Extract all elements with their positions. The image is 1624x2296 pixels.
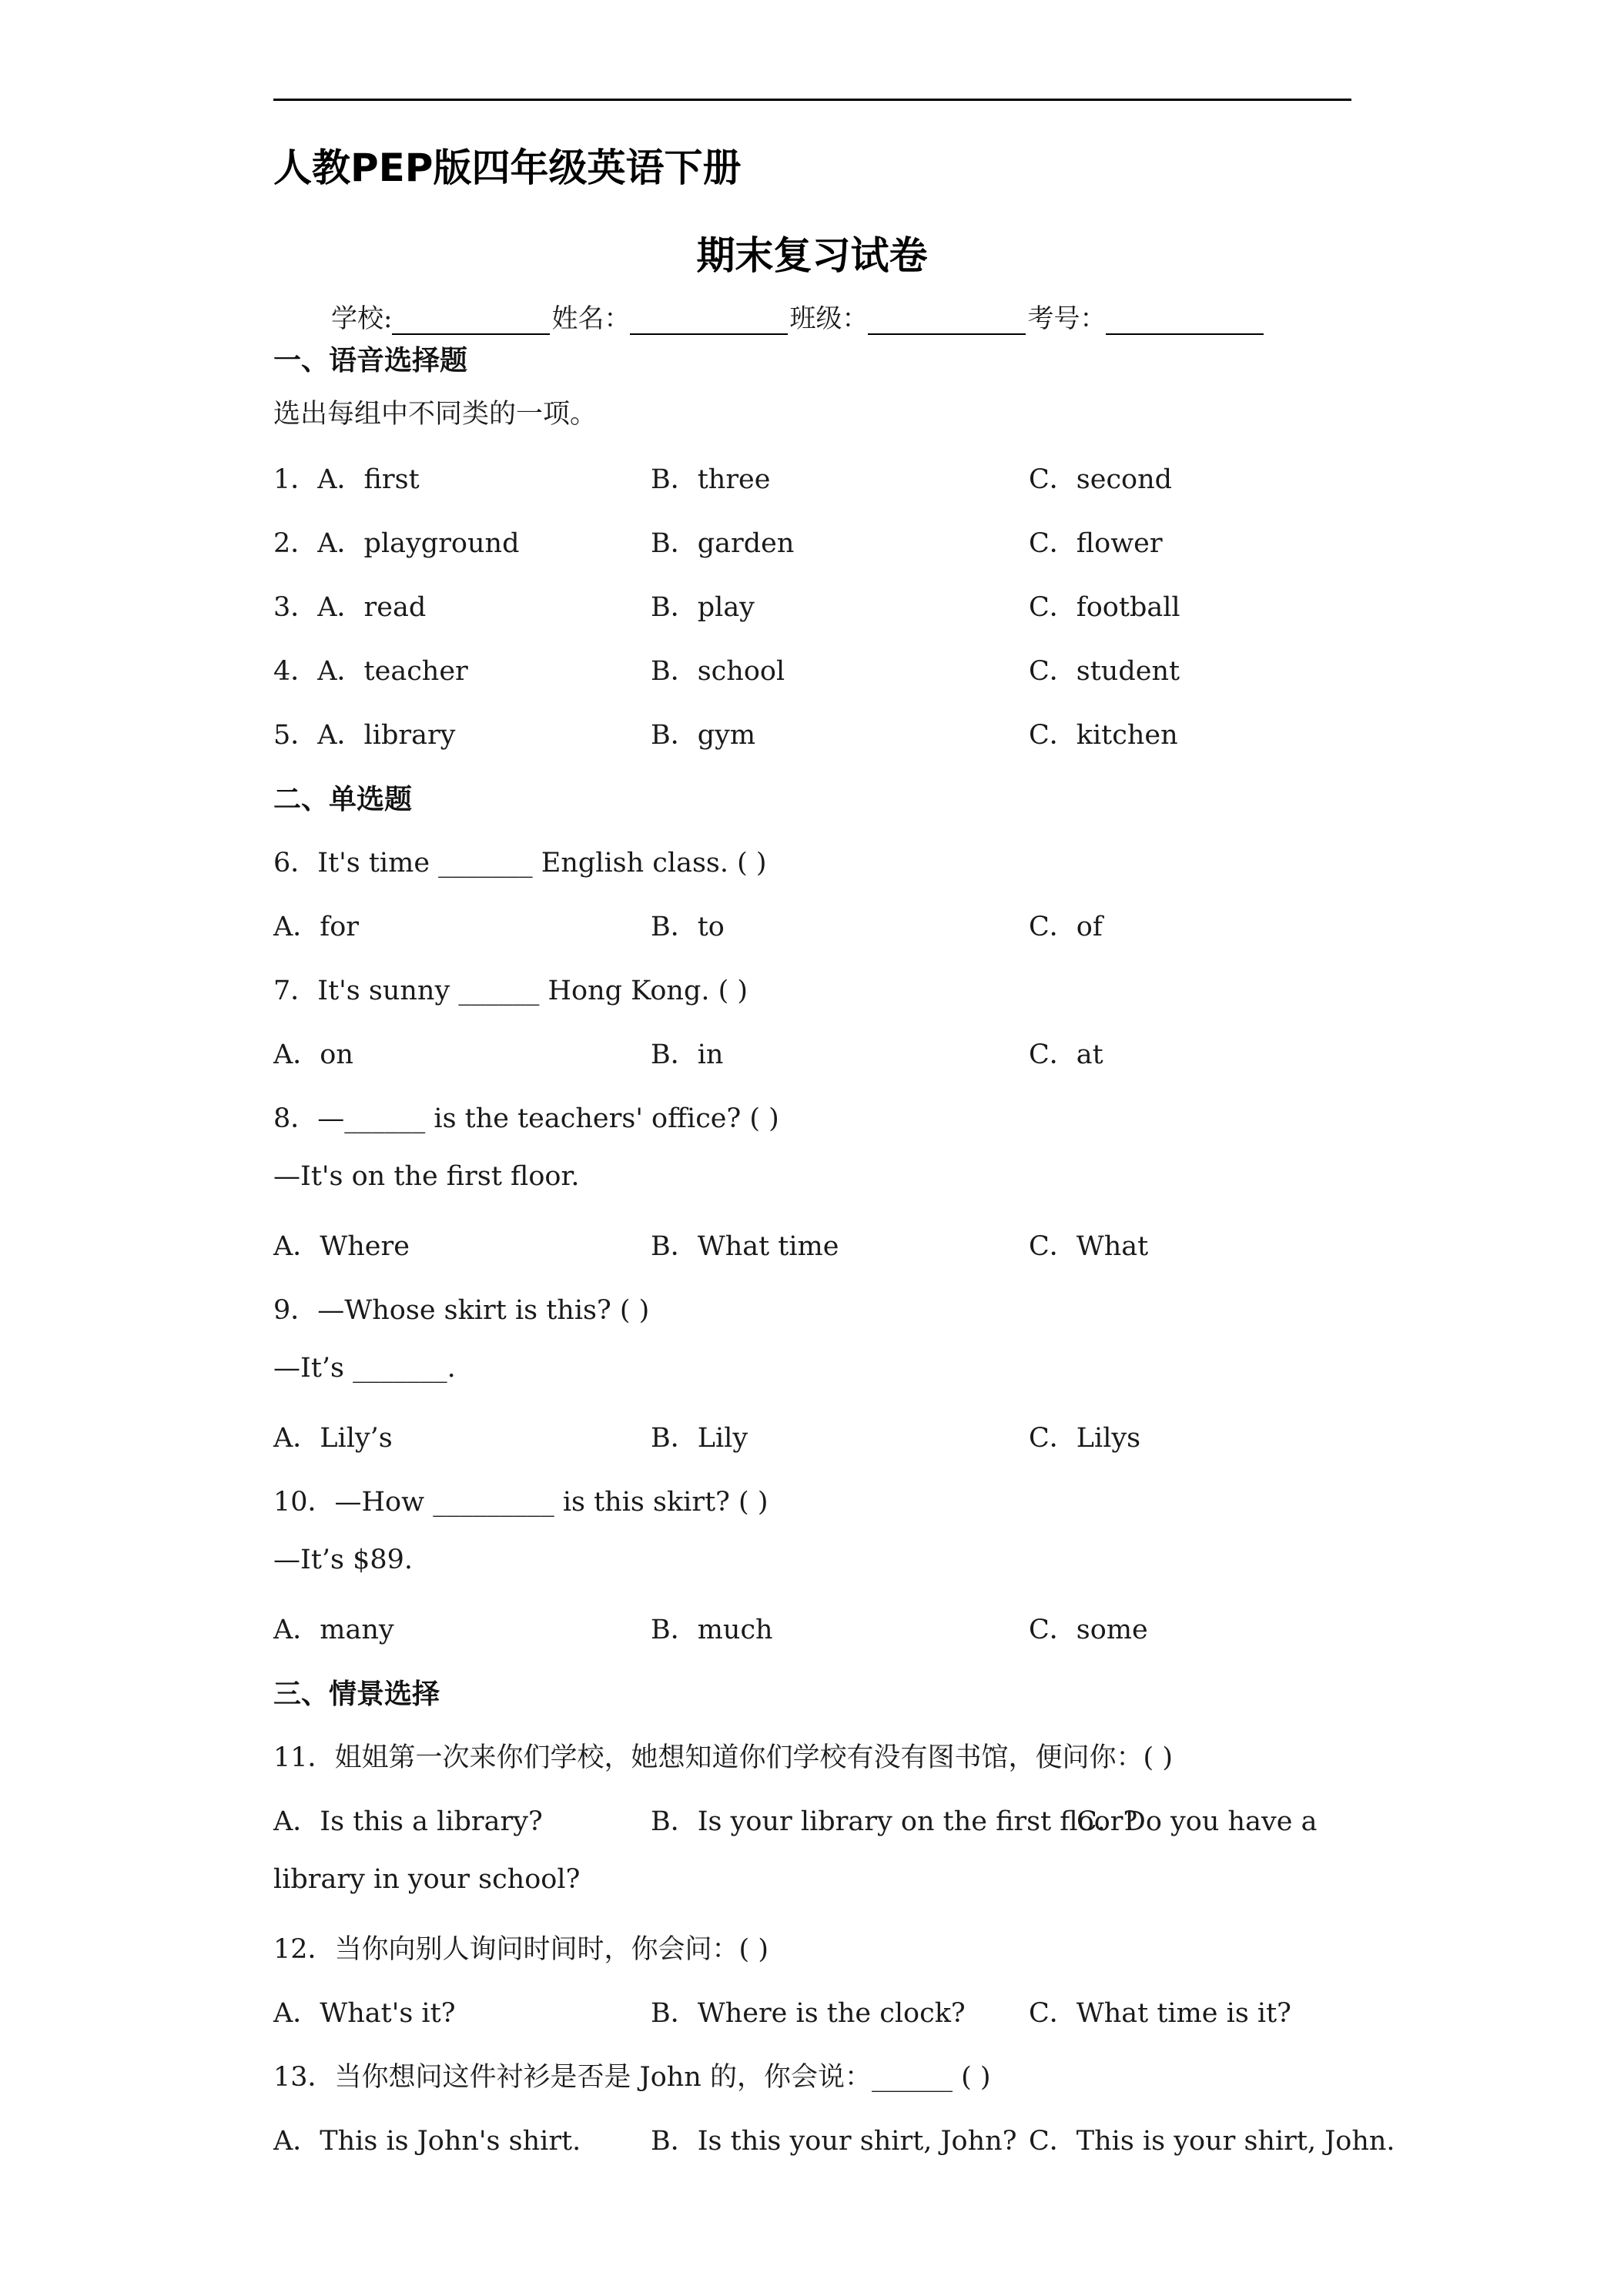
- question-number: 4．: [273, 656, 318, 687]
- question-3-option-c[interactable]: C．football: [1029, 592, 1180, 623]
- question-2-option-c[interactable]: C．flower: [1029, 528, 1163, 559]
- question-number: 1．: [273, 464, 318, 495]
- student-info-line: [331, 297, 1265, 335]
- school-blank[interactable]: [392, 306, 550, 335]
- question-9-stem: 9．—Whose skirt is this? ( ): [273, 1295, 650, 1326]
- question-number: 2．: [273, 528, 318, 559]
- question-9-option-c[interactable]: C．Lilys: [1029, 1423, 1141, 1454]
- class-blank[interactable]: [868, 306, 1026, 335]
- question-12-option-b[interactable]: B．Where is the clock?: [651, 1998, 966, 2029]
- document-title: 人教PEP版四年级英语下册: [273, 146, 742, 190]
- question-3-option-b[interactable]: B．play: [651, 592, 755, 623]
- section-instruction: 选出每组中不同类的一项。: [273, 399, 598, 430]
- section-heading-situational: 三、情景选择: [273, 1678, 440, 1710]
- question-11-option-b[interactable]: B．Is your library on the first floor?: [651, 1806, 1138, 1837]
- question-1-option-b[interactable]: B．three: [651, 464, 771, 495]
- name-label: 姓名：: [551, 303, 631, 334]
- question-6-option-c[interactable]: C．of: [1029, 912, 1103, 942]
- option-text: A．first: [317, 464, 420, 495]
- option-text: A．teacher: [317, 656, 468, 687]
- question-7-option-b[interactable]: B．in: [651, 1039, 724, 1070]
- question-6-option-a[interactable]: A．for: [273, 912, 360, 942]
- question-9-response: —It’s _______.: [273, 1353, 456, 1384]
- section-heading-phonics: 一、语音选择题: [273, 345, 468, 377]
- school-field: [331, 297, 551, 335]
- question-11-option-c-continuation[interactable]: library in your school?: [273, 1864, 581, 1895]
- document-subtitle: 期末复习试卷: [696, 233, 928, 278]
- question-13-stem: 13．当你想问这件衬衫是否是 John 的，你会说：______ ( ): [273, 2062, 991, 2093]
- exam-number-field: [1027, 297, 1265, 335]
- class-field: [789, 297, 1027, 335]
- question-10-option-b[interactable]: B．much: [651, 1615, 773, 1645]
- question-10-option-a[interactable]: A．many: [273, 1615, 394, 1645]
- question-4-option-a[interactable]: [273, 650, 468, 688]
- question-4-option-b[interactable]: B．school: [651, 656, 785, 687]
- question-7-option-a[interactable]: A．on: [273, 1039, 353, 1070]
- question-11-option-c[interactable]: C．Do you have a: [1077, 1806, 1318, 1837]
- question-5-option-b[interactable]: B．gym: [651, 720, 756, 751]
- exam-number-blank[interactable]: [1106, 306, 1264, 335]
- school-label: 学校:: [331, 303, 393, 334]
- question-8-response: —It's on the first floor.: [273, 1161, 580, 1192]
- question-number: 3．: [273, 592, 318, 623]
- question-11-stem: 11．姐姐第一次来你们学校，她想知道你们学校有没有图书馆，便问你：( ): [273, 1742, 1173, 1773]
- section-heading-single-choice: 二、单选题: [273, 784, 413, 815]
- question-13-option-b[interactable]: B．Is this your shirt, John?: [651, 2126, 1017, 2157]
- question-5-option-c[interactable]: C．kitchen: [1029, 720, 1178, 751]
- question-2-option-a[interactable]: [273, 522, 520, 561]
- name-field: [551, 297, 789, 335]
- exam-number-label: 考号：: [1027, 303, 1107, 334]
- question-1-option-c[interactable]: C．second: [1029, 464, 1173, 495]
- question-12-stem: 12．当你向别人询问时间时，你会问：( ): [273, 1934, 768, 1965]
- question-1-option-a[interactable]: [273, 458, 420, 497]
- question-4-option-c[interactable]: C．student: [1029, 656, 1180, 687]
- question-13-option-a[interactable]: A．This is John's shirt.: [273, 2126, 581, 2157]
- question-9-option-b[interactable]: B．Lily: [651, 1423, 748, 1454]
- question-8-stem: 8．—______ is the teachers' office? ( ): [273, 1103, 779, 1134]
- question-10-stem: 10．—How _________ is this skirt? ( ): [273, 1487, 768, 1518]
- class-label: 班级：: [789, 303, 869, 334]
- question-7-option-c[interactable]: C．at: [1029, 1039, 1103, 1070]
- option-text: A．read: [317, 592, 427, 623]
- question-6-option-b[interactable]: B．to: [651, 912, 725, 942]
- option-text: A．playground: [317, 528, 520, 559]
- question-5-option-a[interactable]: [273, 714, 455, 752]
- question-7-stem: 7．It's sunny ______ Hong Kong. ( ): [273, 976, 748, 1006]
- question-6-stem: 6．It's time _______ English class. ( ): [273, 848, 767, 879]
- option-text: A．library: [317, 720, 456, 751]
- question-8-option-a[interactable]: A．Where: [273, 1231, 410, 1262]
- question-number: 5．: [273, 720, 318, 751]
- question-10-response: —It’s $89.: [273, 1545, 414, 1575]
- question-9-option-a[interactable]: A．Lily’s: [273, 1423, 393, 1454]
- question-8-option-c[interactable]: C．What: [1029, 1231, 1149, 1262]
- question-2-option-b[interactable]: B．garden: [651, 528, 795, 559]
- question-3-option-a[interactable]: [273, 586, 426, 624]
- question-10-option-c[interactable]: C．some: [1029, 1615, 1148, 1645]
- name-blank[interactable]: [630, 306, 788, 335]
- question-12-option-a[interactable]: A．What's it?: [273, 1998, 456, 2029]
- question-13-option-c[interactable]: C．This is your shirt, John.: [1029, 2126, 1395, 2157]
- question-11-option-a[interactable]: A．Is this a library?: [273, 1806, 543, 1837]
- header-rule: [273, 99, 1351, 101]
- question-12-option-c[interactable]: C．What time is it?: [1029, 1998, 1291, 2029]
- question-8-option-b[interactable]: B．What time: [651, 1231, 839, 1262]
